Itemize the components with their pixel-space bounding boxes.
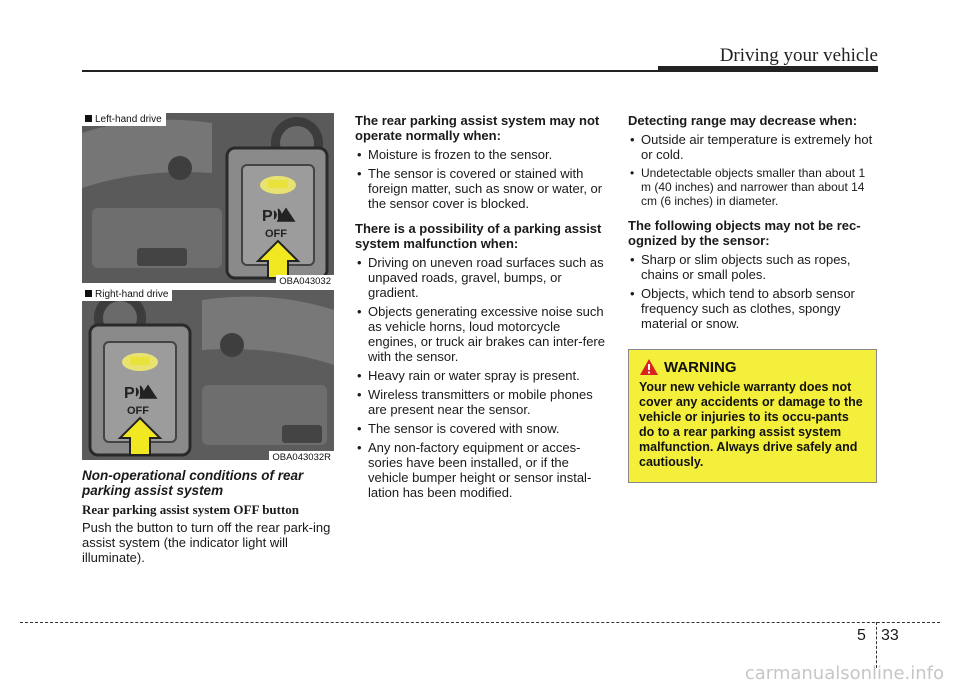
off-label: OFF [127, 405, 149, 417]
page-number: 33 [881, 627, 899, 644]
heading-malfunction: There is a possibility of a parking assist system malfunction when: [355, 221, 602, 251]
list-item: • The sensor is covered or stained with foreign matter, such as snow or water, or the sensor cover is blocked. [355, 166, 605, 211]
list-item: • Sharp or slim objects such as ropes, chains or small poles. [628, 252, 878, 282]
right-column [628, 113, 878, 341]
list-item: • Wireless transmitters or mobile phones are present near the sensor. [355, 387, 605, 417]
warning-title: WARNING [639, 358, 866, 376]
list-not-operate [355, 147, 605, 211]
list-item: • Driving on uneven road surfaces such as unpaved roads, gravel, bumps, or gradient. [355, 255, 605, 300]
left-column [82, 468, 334, 574]
warning-triangle-icon [639, 358, 659, 376]
header-title: Driving your vehicle [719, 45, 878, 66]
sub-title: Rear parking assist system OFF button [82, 502, 300, 517]
header-rule-accent [658, 66, 878, 72]
off-label: OFF [265, 228, 287, 240]
figure-tag-left: Left-hand drive [82, 113, 166, 126]
footer-rule [20, 622, 940, 623]
list-item: • Objects, which tend to absorb sensor frequency such as clothes, spongy material or snow. [628, 286, 878, 331]
dashboard-illustration-rhd [82, 290, 334, 460]
list-item: • The sensor is covered with snow. [355, 421, 605, 436]
middle-column [355, 113, 605, 510]
figure-tag-right: Right-hand drive [82, 288, 172, 301]
warning-body: Your new vehicle warranty does not cover any accidents or damage to the vehicle or injuries to its occu-pants do to a rear parking assist system malfunction. Always drive safely and cautiously. [639, 380, 863, 469]
figure-code-left: OBA043032 [276, 275, 334, 288]
footer-divider [876, 622, 877, 668]
list-not-recognized [628, 252, 878, 331]
figure-code-right: OBA043032R [269, 451, 334, 464]
section-title: Non-operational conditions of rear parking assist system [82, 468, 304, 498]
square-bullet-icon [85, 115, 92, 122]
heading-not-operate: The rear parking assist system may not operate normally when: [355, 113, 600, 143]
list-item: • Objects generating excessive noise such as vehicle horns, loud motorcycle engines, or truck air brakes can inter-fere with the sensor. [355, 304, 605, 364]
heading-not-recognized: The following objects may not be rec-ognized by the sensor: [628, 218, 861, 248]
square-bullet-icon [85, 290, 92, 297]
list-item: • Undetectable objects smaller than about 1 m (40 inches) and narrower than about 14 cm (6 inches) in diameter. [628, 166, 878, 208]
instruction-paragraph: Push the button to turn off the rear park-ing assist system (the indicator light will illuminate). [82, 520, 331, 565]
heading-detect-range: Detecting range may decrease when: [628, 113, 858, 128]
parking-assist-icon: P [124, 385, 135, 402]
watermark: carmanualsonline.info [744, 663, 944, 684]
list-item: • Heavy rain or water spray is present. [355, 368, 605, 383]
list-item: • Any non-factory equipment or acces-sories have been installed, or if the vehicle bumper height or sensor instal-lation has been modified. [355, 440, 605, 500]
dashboard-illustration-lhd [82, 113, 334, 283]
list-item: • Moisture is frozen to the sensor. [355, 147, 605, 162]
figure-right-hand-drive [82, 290, 334, 460]
list-item: • Outside air temperature is extremely hot or cold. [628, 132, 878, 162]
figure-left-hand-drive [82, 113, 334, 283]
list-malfunction [355, 255, 605, 500]
list-detect-range [628, 132, 878, 208]
warning-box [628, 349, 877, 483]
parking-assist-icon: P [262, 208, 273, 225]
chapter-number: 5 [857, 627, 866, 644]
